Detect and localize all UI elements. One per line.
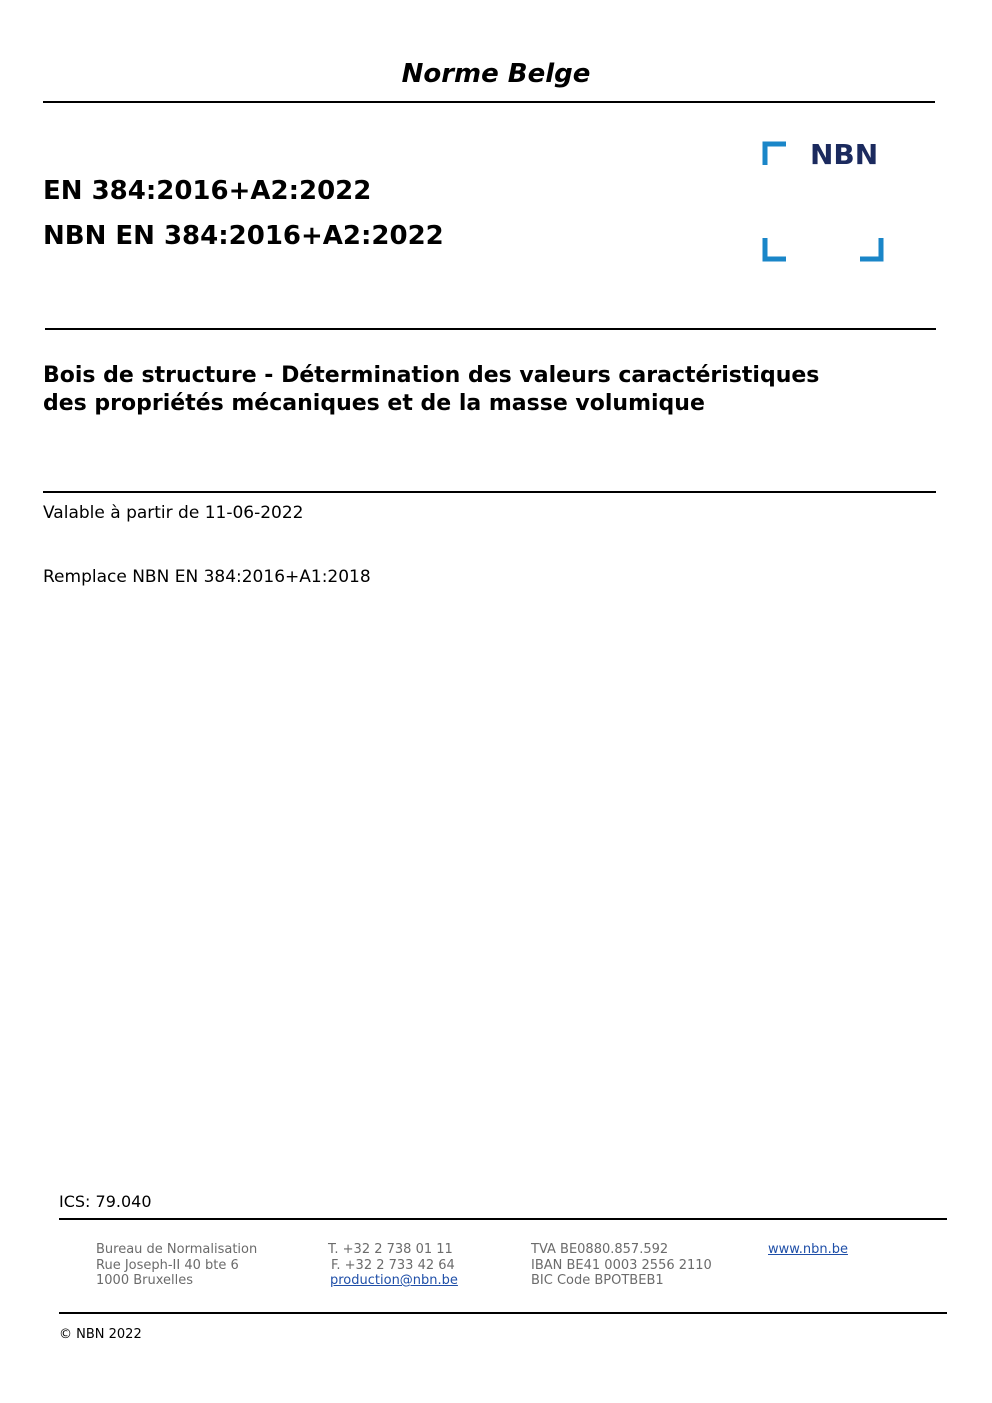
footer-address bbox=[96, 1242, 257, 1289]
ics-code: ICS: 79.040 bbox=[59, 1192, 152, 1211]
nbn-logo bbox=[762, 138, 884, 263]
footer-web bbox=[768, 1242, 848, 1258]
document-title-line1: Bois de structure - Détermination des valeurs caractéristiques bbox=[43, 363, 820, 388]
section-divider-middle bbox=[43, 491, 936, 493]
footer-address-line3: 1000 Bruxelles bbox=[96, 1273, 194, 1288]
footer-address-line1: Bureau de Normalisation bbox=[96, 1242, 258, 1257]
standard-code-en: EN 384:2016+A2:2022 bbox=[43, 176, 372, 206]
document-title bbox=[43, 362, 923, 418]
header-divider bbox=[43, 101, 935, 103]
footer-phone: T. +32 2 738 01 11 bbox=[328, 1242, 453, 1257]
footer-divider-bottom bbox=[59, 1312, 947, 1314]
nbn-logo-text: NBN bbox=[810, 138, 879, 171]
standard-code-nbn: NBN EN 384:2016+A2:2022 bbox=[43, 221, 444, 251]
valid-from-text: Valable à partir de 11-06-2022 bbox=[43, 503, 304, 523]
copyright-text: © NBN 2022 bbox=[59, 1327, 142, 1342]
footer-address-line2: Rue Joseph-II 40 bte 6 bbox=[96, 1257, 239, 1273]
section-divider-top bbox=[45, 328, 936, 330]
footer-divider-top bbox=[59, 1218, 947, 1220]
footer-fax: F. +32 2 733 42 64 bbox=[331, 1257, 455, 1273]
footer-website-link[interactable]: www.nbn.be bbox=[768, 1242, 848, 1257]
footer-contact bbox=[328, 1242, 458, 1289]
footer-banking bbox=[531, 1242, 712, 1289]
document-header-title: Norme Belge bbox=[401, 59, 591, 89]
footer-iban: IBAN BE41 0003 2556 2110 bbox=[531, 1257, 712, 1273]
replaces-text: Remplace NBN EN 384:2016+A1:2018 bbox=[43, 567, 371, 587]
footer-email-link[interactable]: production@nbn.be bbox=[330, 1273, 458, 1288]
document-title-line2: des propriétés mécaniques et de la masse volumique bbox=[43, 391, 705, 416]
footer-vat: TVA BE0880.857.592 bbox=[531, 1242, 669, 1257]
footer-bic: BIC Code BPOTBEB1 bbox=[531, 1273, 664, 1288]
